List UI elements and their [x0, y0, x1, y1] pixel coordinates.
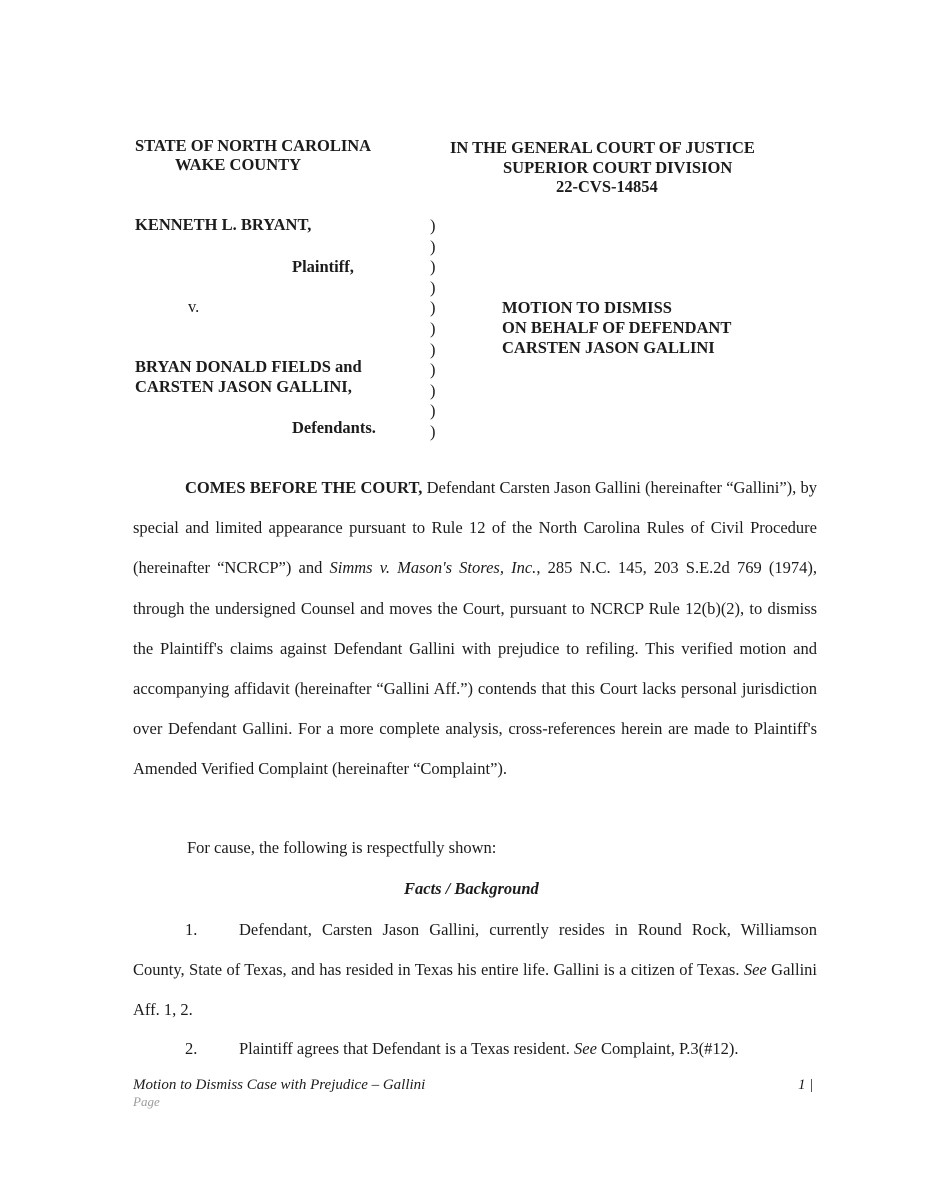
caption-paren: )	[430, 257, 436, 277]
case-citation: Simms v. Mason's Stores, Inc.	[329, 558, 537, 578]
county-line: WAKE COUNTY	[175, 155, 302, 174]
court-line-2: SUPERIOR COURT DIVISION	[503, 158, 733, 177]
caption-parenthesis-column	[430, 216, 436, 443]
motion-title-line-3: CARSTEN JASON GALLINI	[502, 338, 715, 357]
intro-lead: COMES BEFORE THE COURT,	[185, 478, 423, 497]
paragraph-2	[185, 1039, 739, 1059]
plaintiff-name: KENNETH L. BRYANT,	[135, 215, 312, 234]
caption-paren: )	[430, 236, 436, 256]
caption-paren: )	[430, 401, 436, 421]
caption-paren: )	[430, 318, 436, 338]
paragraph-1-see: See	[743, 960, 767, 980]
paragraph-1	[133, 910, 817, 1031]
defendant-line-1: BRYAN DONALD FIELDS and	[135, 357, 362, 376]
court-line-1: IN THE GENERAL COURT OF JUSTICE	[450, 138, 755, 157]
plaintiff-role: Plaintiff,	[292, 257, 354, 276]
versus: v.	[188, 297, 200, 316]
footer-title: Motion to Dismiss Case with Prejudice – Gallini	[133, 1077, 426, 1093]
motion-title-line-1: MOTION TO DISMISS	[502, 298, 672, 317]
intro-paragraph	[133, 468, 817, 790]
caption-paren: )	[430, 380, 436, 400]
intro-text-b: , 285 N.C. 145, 203 S.E.2d 769 (1974), through the undersigned Counsel and moves the Court, pursuant to NCRCP Rule 12(b)(2), to dismiss the Plaintiff's claims against Defendant Gallini with prejudice to refiling. This verified motion and accompanying affidavit (hereinafter “Gallini Aff.”) contends that this Court lacks personal jurisdiction over Defendant Gallini. For a more complete analysis, cross-references herein are made to Plaintiff's Amended Verified Complaint (hereinafter “Complaint”).	[133, 558, 818, 779]
caption-paren: )	[430, 339, 436, 359]
paragraph-1-text-b: Gallini Aff. 1, 2.	[133, 960, 817, 1020]
state-line: STATE OF NORTH CAROLINA	[135, 136, 372, 155]
paragraph-2-text-b: Complaint, P.3(#12).	[596, 1039, 739, 1058]
defendant-role: Defendants.	[292, 418, 376, 437]
paragraph-2-number: 2.	[185, 1039, 198, 1058]
caption-paren: )	[430, 360, 436, 380]
for-cause-line: For cause, the following is respectfully shown:	[187, 838, 497, 857]
caption-paren: )	[430, 216, 436, 235]
caption-paren: )	[430, 298, 436, 318]
footer-page-word: Page	[133, 1094, 160, 1109]
motion-title-line-2: ON BEHALF OF DEFENDANT	[502, 318, 732, 337]
paragraph-1-number: 1.	[185, 920, 198, 939]
paragraph-1-text-a: Defendant, Carsten Jason Gallini, currently resides in Round Rock, Williamson County, State of Texas, and has resided in Texas his entire life. Gallini is a citizen of Texas.	[133, 920, 817, 980]
defendant-line-2: CARSTEN JASON GALLINI,	[135, 377, 352, 396]
caption-paren: )	[430, 421, 436, 441]
case-number: 22-CVS-14854	[556, 177, 658, 196]
paragraph-2-see: See	[574, 1039, 597, 1058]
paragraph-2-text-a: Plaintiff agrees that Defendant is a Texas resident.	[239, 1039, 575, 1058]
intro-text-a: Defendant Carsten Jason Gallini (hereinafter “Gallini”), by special and limited appearance pursuant to Rule 12 of the North Carolina Rules of Civil Procedure (hereinafter “NCRCP”) and	[133, 478, 817, 578]
section-heading: Facts / Background	[404, 879, 539, 898]
footer-page-number: 1 |	[798, 1077, 814, 1093]
caption-paren: )	[430, 277, 436, 297]
